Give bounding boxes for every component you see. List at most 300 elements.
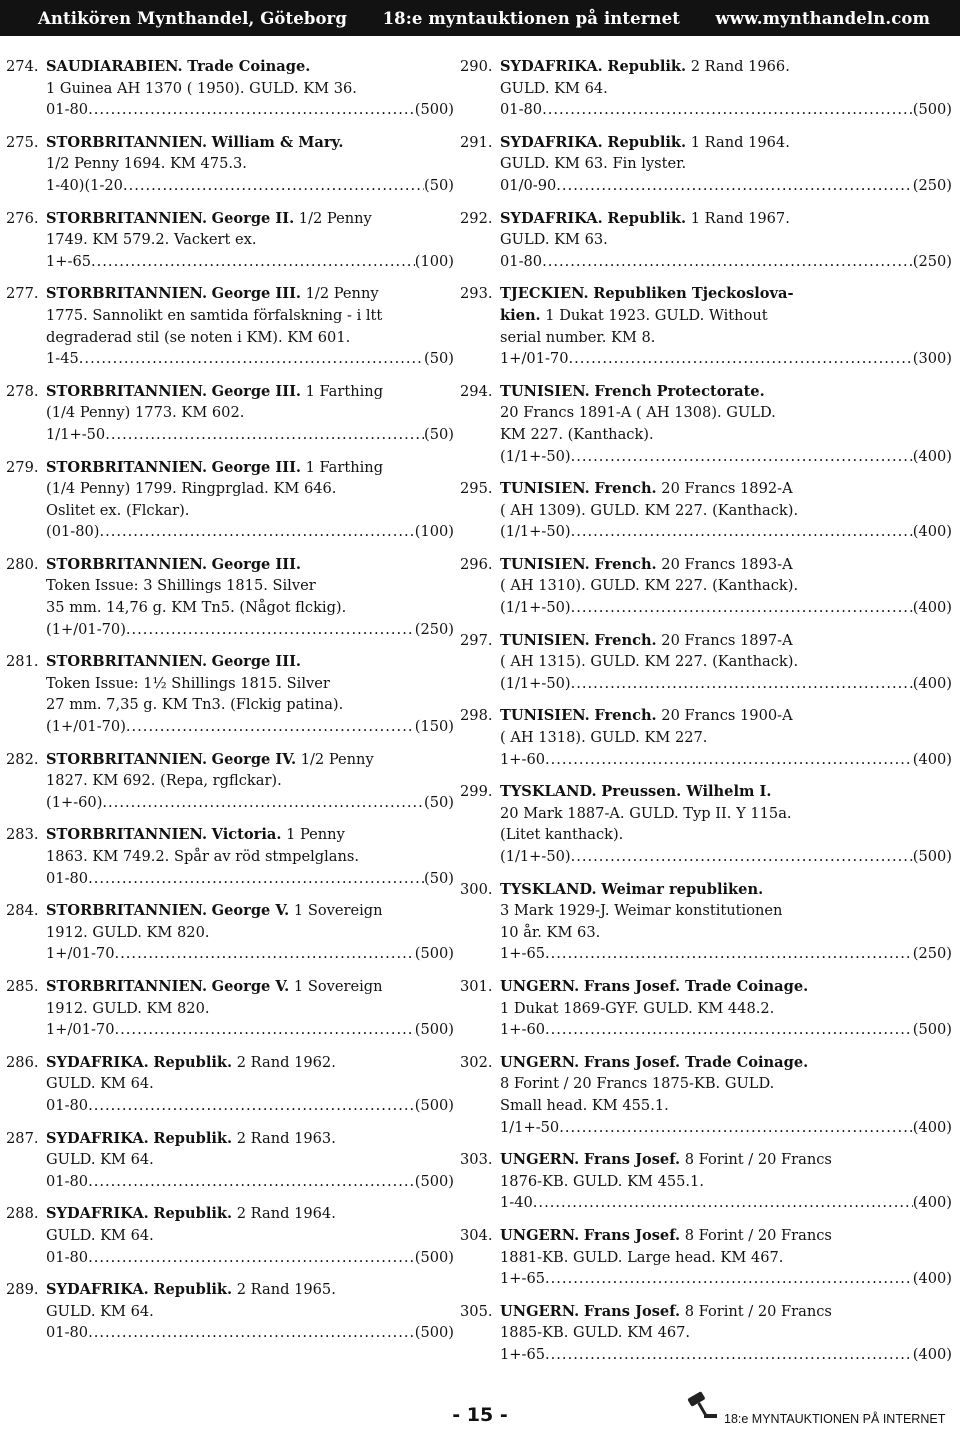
lot-grade-estimate xyxy=(46,348,454,370)
lot-grade: 1+-60 xyxy=(500,750,546,768)
lot-country: TUNISIEN. xyxy=(500,382,590,400)
lot-description-line: 1/2 Penny 1694. KM 475.3. xyxy=(46,155,247,173)
lot-country: STORBRITANNIEN. xyxy=(46,133,208,151)
lot-estimate: (50) xyxy=(424,869,454,887)
lot-grade: (1/1+-50) xyxy=(500,447,571,465)
lot-entry xyxy=(6,749,454,814)
lot-ruler: George IV. xyxy=(211,750,297,768)
lot-heading xyxy=(6,900,454,922)
lot-entry xyxy=(460,132,952,197)
lot-heading xyxy=(460,1301,952,1323)
dot-leader xyxy=(556,175,912,197)
lot-grade-estimate xyxy=(46,521,454,543)
lot-grade: 01/0-90 xyxy=(500,176,557,194)
lot-entry xyxy=(460,781,952,867)
lot-ruler: Republik. xyxy=(153,1129,233,1147)
lot-denomination: 1 Sovereign xyxy=(293,902,383,920)
lot-description-line: ( AH 1318). GULD. KM 227. xyxy=(500,729,708,747)
lot-heading xyxy=(460,132,952,154)
lot-heading xyxy=(6,824,454,846)
lot-entry xyxy=(460,630,952,695)
lot-number: 305. xyxy=(460,1302,493,1320)
lot-entry xyxy=(460,976,952,1041)
lot-number: 276. xyxy=(6,209,39,227)
lot-number: 296. xyxy=(460,555,493,573)
lot-description-line xyxy=(500,305,952,327)
lot-grade-estimate xyxy=(46,792,454,814)
lot-entry xyxy=(6,1203,454,1268)
lot-entry xyxy=(460,1052,952,1138)
lot-denomination: 20 Francs 1893-A xyxy=(661,555,793,573)
lot-heading xyxy=(6,208,454,230)
lot-description-line: (Litet kanthack). xyxy=(500,826,624,844)
lot-grade-estimate xyxy=(500,1344,952,1366)
lot-number: 289. xyxy=(6,1281,39,1299)
lot-estimate: (500) xyxy=(414,1096,454,1114)
lot-estimate: (500) xyxy=(912,848,952,865)
dot-leader xyxy=(571,446,913,468)
lot-estimate: (500) xyxy=(414,1248,454,1266)
lot-estimate: (400) xyxy=(912,599,952,617)
lot-description-line: Oslitet ex. (Flckar). xyxy=(46,501,190,519)
lot-grade-estimate xyxy=(46,424,454,446)
lot-grade-estimate xyxy=(500,749,952,771)
dot-leader xyxy=(545,749,913,771)
lot-ruler: George III. xyxy=(211,285,301,303)
lot-country: SAUDIARABIEN. xyxy=(46,58,183,75)
lot-country: TUNISIEN. xyxy=(500,480,590,498)
lot-ruler: George V. xyxy=(211,977,290,995)
lot-ruler: Republik. xyxy=(153,1281,233,1299)
lot-number: 284. xyxy=(6,902,39,920)
lot-estimate: (400) xyxy=(912,1194,952,1212)
lot-country: UNGERN. xyxy=(500,1226,580,1244)
lot-ruler: Frans Josef. xyxy=(583,1302,681,1320)
lot-description-line: GULD. KM 64. xyxy=(46,1151,154,1169)
lot-country: SYDAFRIKA. xyxy=(500,209,603,227)
dot-leader xyxy=(99,521,414,543)
lot-heading xyxy=(6,56,454,78)
lot-estimate: (500) xyxy=(912,1021,952,1039)
lot-heading xyxy=(460,781,952,803)
header-shop-name: Antikören Mynthandel, Göteborg xyxy=(38,8,347,28)
lot-estimate: (250) xyxy=(912,945,952,963)
lot-ruler: French. xyxy=(594,631,657,649)
lot-grade-estimate xyxy=(500,846,952,868)
catalog-column-left xyxy=(6,56,454,1355)
lot-description-line: Small head. KM 455.1. xyxy=(500,1096,669,1114)
lot-denomination: 20 Francs 1900-A xyxy=(661,707,793,725)
lot-number: 303. xyxy=(460,1151,493,1169)
lot-description-line: GULD. KM 64. xyxy=(46,1302,154,1320)
lot-estimate: (400) xyxy=(912,1345,952,1363)
lot-grade-estimate xyxy=(500,99,952,121)
lot-description-line: ( AH 1309). GULD. KM 227. (Kanthack). xyxy=(500,501,799,519)
lot-heading xyxy=(460,381,952,403)
dot-leader xyxy=(569,348,913,370)
lot-heading xyxy=(6,1052,454,1074)
lot-heading xyxy=(460,283,952,305)
lot-estimate: (400) xyxy=(912,1270,952,1288)
lot-country: STORBRITANNIEN. xyxy=(46,977,208,995)
lot-estimate: (250) xyxy=(912,252,952,270)
dot-leader xyxy=(126,716,415,738)
dot-leader xyxy=(545,1019,913,1041)
lot-number: 302. xyxy=(460,1053,493,1071)
lot-grade: 1+/01-70 xyxy=(46,1021,115,1039)
lot-number: 277. xyxy=(6,285,39,303)
lot-description-line: 1885-KB. GULD. KM 467. xyxy=(500,1324,691,1342)
lot-number: 286. xyxy=(6,1053,39,1071)
lot-entry xyxy=(460,381,952,467)
dot-leader xyxy=(545,943,913,965)
lot-country: UNGERN. xyxy=(500,1053,580,1071)
lot-heading xyxy=(6,1128,454,1150)
lot-heading xyxy=(6,976,454,998)
lot-number: 282. xyxy=(6,750,39,768)
lot-denomination: 1 Farthing xyxy=(305,382,384,400)
lot-estimate: (500) xyxy=(414,1324,454,1342)
lot-grade-estimate xyxy=(500,597,952,619)
lot-grade: (1/1+-50) xyxy=(500,674,571,692)
dot-leader xyxy=(545,1344,913,1366)
lot-grade-estimate xyxy=(500,1192,952,1214)
lot-description-line: 1912. GULD. KM 820. xyxy=(46,999,210,1017)
lot-description-line: 27 mm. 7,35 g. KM Tn3. (Flckig patina). xyxy=(46,696,344,714)
lot-entry xyxy=(460,705,952,770)
lot-description-line: ( AH 1315). GULD. KM 227. (Kanthack). xyxy=(500,653,799,671)
lot-grade-estimate xyxy=(500,175,952,197)
lot-entry xyxy=(460,478,952,543)
lot-grade: 1-40)(1-20 xyxy=(46,176,123,194)
lot-estimate: (50) xyxy=(424,176,454,194)
lot-description-line: (1/4 Penny) 1799. Ringprglad. KM 646. xyxy=(46,480,337,498)
lot-ruler: French. xyxy=(594,707,657,725)
lot-grade-estimate xyxy=(500,251,952,273)
lot-country: STORBRITANNIEN. xyxy=(46,382,208,400)
dot-leader xyxy=(542,99,913,121)
lot-heading xyxy=(6,1279,454,1301)
lot-description-line: 1876-KB. GULD. KM 455.1. xyxy=(500,1172,704,1190)
page-number: - 15 - xyxy=(452,1404,508,1426)
lot-denomination: 8 Forint / 20 Francs xyxy=(684,1151,832,1169)
lot-entry xyxy=(460,879,952,965)
lot-denomination: 20 Francs 1897-A xyxy=(661,631,793,649)
lot-grade: 1+/01-70 xyxy=(500,350,569,368)
lot-heading xyxy=(460,1052,952,1074)
lot-country: SYDAFRIKA. xyxy=(500,58,603,75)
lot-description-line: 1827. KM 692. (Repa, rgflckar). xyxy=(46,772,282,790)
lot-entry xyxy=(6,1128,454,1193)
lot-grade-estimate xyxy=(500,446,952,468)
lot-heading xyxy=(460,1149,952,1171)
lot-entry xyxy=(460,1149,952,1214)
lot-number: 291. xyxy=(460,133,493,151)
lot-description-line: ( AH 1310). GULD. KM 227. (Kanthack). xyxy=(500,577,799,595)
lot-denomination: 1 Farthing xyxy=(305,458,384,476)
lot-country: STORBRITANNIEN. xyxy=(46,826,208,844)
lot-estimate: (50) xyxy=(424,425,454,443)
lot-denomination: 1 Sovereign xyxy=(293,977,383,995)
lot-grade: 1+-65 xyxy=(500,1270,546,1288)
lot-grade-estimate xyxy=(46,1171,454,1193)
lot-description-line: 10 år. KM 63. xyxy=(500,923,601,941)
lot-grade: 01-80 xyxy=(46,1172,89,1190)
lot-entry xyxy=(460,283,952,369)
lot-number: 295. xyxy=(460,480,493,498)
lot-ruler: Trade Coinage. xyxy=(187,58,311,75)
dot-leader xyxy=(88,99,415,121)
lot-ruler: William & Mary. xyxy=(211,133,344,151)
lot-number: 285. xyxy=(6,977,39,995)
lot-heading xyxy=(460,1225,952,1247)
lot-grade: 1+-65 xyxy=(500,945,546,963)
lot-grade-estimate xyxy=(46,1095,454,1117)
lot-grade-estimate xyxy=(500,1268,952,1290)
lot-country: UNGERN. xyxy=(500,1302,580,1320)
lot-denomination: 1 Penny xyxy=(286,826,345,844)
lot-grade-estimate xyxy=(46,1322,454,1344)
lot-estimate: (50) xyxy=(424,350,454,368)
lot-denomination: 1 Rand 1964. xyxy=(690,133,790,151)
lot-entry xyxy=(6,1279,454,1344)
dot-leader xyxy=(123,175,424,197)
lot-grade: 1+-65 xyxy=(500,1345,546,1363)
lot-ruler: Frans Josef. Trade Coinage. xyxy=(583,1053,809,1071)
lot-heading xyxy=(460,554,952,576)
lot-estimate: (400) xyxy=(912,447,952,465)
lot-grade: 1/1+-50 xyxy=(46,425,106,443)
lot-entry xyxy=(460,208,952,273)
lot-grade: 1/1+-50 xyxy=(500,1118,560,1136)
lot-heading xyxy=(460,630,952,652)
lot-description-line: (1/4 Penny) 1773. KM 602. xyxy=(46,404,245,422)
lot-ruler: George III. xyxy=(211,653,301,671)
lot-entry xyxy=(6,554,454,640)
lot-grade: 1+-65 xyxy=(46,252,92,270)
lot-description-line: 1863. KM 749.2. Spår av röd stmpelglans. xyxy=(46,848,360,865)
lot-heading xyxy=(6,1203,454,1225)
lot-description-line: 1 Guinea AH 1370 ( 1950). GULD. KM 36. xyxy=(46,79,357,97)
lot-entry xyxy=(6,457,454,543)
lot-grade: (1/1+-50) xyxy=(500,848,571,865)
lot-estimate: (100) xyxy=(414,523,454,541)
lot-description-line: 3 Mark 1929-J. Weimar konstitutionen xyxy=(500,902,783,920)
lot-estimate: (500) xyxy=(414,1172,454,1190)
lot-grade: 01-80 xyxy=(46,1248,89,1266)
lot-heading xyxy=(6,381,454,403)
lot-grade: (1+-60) xyxy=(46,793,103,811)
dot-leader xyxy=(105,424,424,446)
lot-description-line: 1749. KM 579.2. Vackert ex. xyxy=(46,231,257,249)
lot-grade: 01-80 xyxy=(46,869,89,887)
lot-country: TYSKLAND. xyxy=(500,880,597,898)
lot-denomination: 8 Forint / 20 Francs xyxy=(684,1226,832,1244)
lot-estimate: (500) xyxy=(414,101,454,119)
lot-number: 275. xyxy=(6,133,39,151)
lot-grade: 01-80 xyxy=(46,101,89,119)
dot-leader xyxy=(571,597,913,619)
dot-leader xyxy=(542,251,913,273)
lot-heading xyxy=(6,749,454,771)
lot-grade: 01-80 xyxy=(46,1096,89,1114)
dot-leader xyxy=(88,1095,415,1117)
lot-number: 281. xyxy=(6,653,39,671)
lot-denomination: 2 Rand 1965. xyxy=(236,1281,336,1299)
lot-entry xyxy=(6,132,454,197)
lot-country: STORBRITANNIEN. xyxy=(46,653,208,671)
footer-auction-name: 18:e MYNTAUKTIONEN PÅ INTERNET xyxy=(724,1412,946,1426)
lot-ruler: George V. xyxy=(211,902,290,920)
lot-grade-estimate xyxy=(500,673,952,695)
lot-description-line: 1912. GULD. KM 820. xyxy=(46,923,210,941)
lot-ruler: French. xyxy=(594,555,657,573)
lot-description-text: 1 Dukat 1923. GULD. Without xyxy=(540,306,768,324)
page-header xyxy=(0,0,960,36)
lot-denomination: 1/2 Penny xyxy=(300,750,374,768)
lot-country: SYDAFRIKA. xyxy=(46,1129,149,1147)
lot-grade: (1/1+-50) xyxy=(500,523,571,541)
lot-estimate: (300) xyxy=(912,350,952,368)
lot-ruler: Preussen. Wilhelm I. xyxy=(601,783,772,801)
lot-country: STORBRITANNIEN. xyxy=(46,209,208,227)
lot-country: SYDAFRIKA. xyxy=(46,1053,149,1071)
lot-denomination: 8 Forint / 20 Francs xyxy=(684,1302,832,1320)
lot-country: TJECKIEN. xyxy=(500,285,589,303)
lot-number: 274. xyxy=(6,58,39,75)
lot-number: 293. xyxy=(460,285,493,303)
lot-number: 294. xyxy=(460,382,493,400)
lot-number: 300. xyxy=(460,880,493,898)
dot-leader xyxy=(88,1247,415,1269)
dot-leader xyxy=(533,1192,913,1214)
lot-description-line: 1881-KB. GULD. Large head. KM 467. xyxy=(500,1248,784,1266)
lot-description-line: 1775. Sannolikt en samtida förfalskning - i ltt xyxy=(46,306,383,324)
lot-denomination: 2 Rand 1964. xyxy=(236,1205,336,1223)
lot-heading xyxy=(6,457,454,479)
lot-grade-estimate xyxy=(500,1117,952,1139)
lot-description-line: 20 Mark 1887-A. GULD. Typ II. Y 115a. xyxy=(500,804,792,822)
dot-leader xyxy=(102,792,424,814)
dot-leader xyxy=(115,943,415,965)
lot-estimate: (250) xyxy=(414,620,454,638)
lot-estimate: (100) xyxy=(414,252,454,270)
lot-description-line: GULD. KM 64. xyxy=(46,1075,154,1093)
lot-estimate: (400) xyxy=(912,1118,952,1136)
lot-estimate: (250) xyxy=(912,176,952,194)
lot-heading xyxy=(6,554,454,576)
lot-description-line: 1 Dukat 1869-GYF. GULD. KM 448.2. xyxy=(500,999,775,1017)
lot-grade: (1+/01-70) xyxy=(46,718,126,736)
lot-heading xyxy=(460,705,952,727)
lot-number: 288. xyxy=(6,1205,39,1223)
dot-leader xyxy=(115,1019,415,1041)
lot-entry xyxy=(460,1301,952,1366)
lot-entry xyxy=(460,554,952,619)
lot-description-line: Token Issue: 1½ Shillings 1815. Silver xyxy=(46,674,330,692)
lot-number: 298. xyxy=(460,707,493,725)
lot-description-line: 20 Francs 1891-A ( AH 1308). GULD. xyxy=(500,404,776,422)
lot-grade-estimate xyxy=(46,943,454,965)
lot-ruler: Republik. xyxy=(607,209,687,227)
lot-estimate: (500) xyxy=(414,945,454,963)
lot-ruler: Weimar republiken. xyxy=(601,880,764,898)
dot-leader xyxy=(571,521,913,543)
lot-grade: 01-80 xyxy=(500,101,543,119)
lot-heading xyxy=(6,651,454,673)
lot-entry xyxy=(460,56,952,121)
lot-heading xyxy=(460,56,952,78)
lot-number: 299. xyxy=(460,783,493,801)
lot-heading xyxy=(460,879,952,901)
lot-ruler: Frans Josef. xyxy=(583,1226,681,1244)
lot-estimate: (400) xyxy=(912,750,952,768)
lot-description-line: GULD. KM 64. xyxy=(500,79,608,97)
lot-ruler: Republiken Tjeckoslova- xyxy=(593,285,794,303)
lot-entry xyxy=(6,283,454,369)
lot-description-line: KM 227. (Kanthack). xyxy=(500,425,654,443)
lot-denomination: 1 Rand 1967. xyxy=(690,209,790,227)
lot-country: STORBRITANNIEN. xyxy=(46,555,208,573)
lot-estimate: (50) xyxy=(424,793,454,811)
lot-country: UNGERN. xyxy=(500,1151,580,1169)
dot-leader xyxy=(88,868,424,890)
header-website: www.mynthandeln.com xyxy=(715,8,930,28)
lot-denomination: 20 Francs 1892-A xyxy=(661,480,793,498)
lot-grade: (1/1+-50) xyxy=(500,599,571,617)
lot-denomination: 1/2 Penny xyxy=(298,209,372,227)
lot-estimate: (500) xyxy=(912,101,952,119)
dot-leader xyxy=(126,619,415,641)
lot-grade-estimate xyxy=(46,716,454,738)
header-auction-title: 18:e myntauktionen på internet xyxy=(382,8,680,28)
lot-grade-estimate xyxy=(46,619,454,641)
catalog-column-right xyxy=(460,56,952,1376)
lot-description-line: GULD. KM 63. xyxy=(500,231,608,249)
lot-grade-estimate xyxy=(46,251,454,273)
lot-grade: 1+-60 xyxy=(500,1021,546,1039)
lot-description-line: degraderad stil (se noten i KM). KM 601. xyxy=(46,328,351,346)
lot-estimate: (400) xyxy=(912,674,952,692)
lot-ruler: George III. xyxy=(211,382,301,400)
lot-entry xyxy=(6,824,454,889)
lot-ruler: Victoria. xyxy=(211,826,282,844)
lot-heading xyxy=(6,132,454,154)
lot-ruler: Republik. xyxy=(607,133,687,151)
lot-description-line: GULD. KM 64. xyxy=(46,1226,154,1244)
lot-grade-estimate xyxy=(500,521,952,543)
lot-entry xyxy=(6,900,454,965)
lot-number: 280. xyxy=(6,555,39,573)
lot-estimate: (500) xyxy=(414,1021,454,1039)
lot-denomination: 2 Rand 1963. xyxy=(236,1129,336,1147)
lot-country: TYSKLAND. xyxy=(500,783,597,801)
lot-number: 279. xyxy=(6,458,39,476)
lot-grade-estimate xyxy=(500,943,952,965)
lot-grade: (1+/01-70) xyxy=(46,620,126,638)
lot-country: STORBRITANNIEN. xyxy=(46,902,208,920)
lot-grade-estimate xyxy=(46,1019,454,1041)
lot-entry xyxy=(460,1225,952,1290)
lot-grade-estimate xyxy=(46,1247,454,1269)
lot-grade-estimate xyxy=(46,99,454,121)
lot-number: 304. xyxy=(460,1226,493,1244)
lot-ruler: Frans Josef. xyxy=(583,1151,681,1169)
lot-grade: 1+/01-70 xyxy=(46,945,115,963)
lot-country: STORBRITANNIEN. xyxy=(46,458,208,476)
lot-entry xyxy=(6,651,454,737)
lot-country: SYDAFRIKA. xyxy=(46,1205,149,1223)
